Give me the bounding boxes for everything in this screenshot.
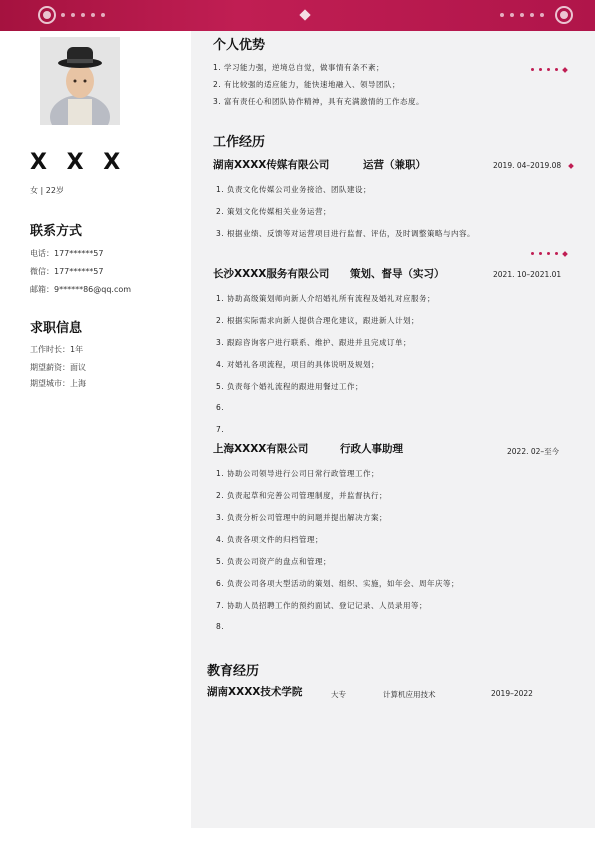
circle-ornament-icon — [555, 6, 573, 24]
edu-degree: 大专 — [331, 690, 346, 699]
dots-ornament-icon — [531, 68, 567, 72]
edu-school: 湖南XXXX技术学院 — [207, 686, 303, 698]
job-duty: 4. 对婚礼各项流程，项目的具体说明及规划； — [216, 360, 380, 369]
job-salary: 期望薪资：面议 — [30, 363, 86, 372]
job-duration: 工作时长：1年 — [30, 345, 84, 354]
job-duty: 1. 协助高级策划师向新人介绍婚礼所有流程及婚礼对应服务； — [216, 294, 436, 303]
job-duty: 1. 协助公司领导进行公司日常行政管理工作； — [216, 469, 380, 478]
job-company: 上海XXXX有限公司 — [213, 443, 309, 455]
education-title: 教育经历 — [207, 664, 260, 679]
job-duty: 5. 负责公司资产的盘点和管理； — [216, 557, 332, 566]
work-title: 工作经历 — [213, 135, 266, 150]
job-date: 2019. 04–2019.08 — [493, 161, 562, 170]
job-date: 2022. 02–至今 — [507, 447, 560, 456]
job-duty: 2. 负责起草和完善公司管理制度，并监督执行； — [216, 491, 388, 500]
person-name: X X X — [30, 150, 127, 175]
job-duty: 6. 负责公司各项大型活动的策划、组织、实施，如年会、周年庆等； — [216, 579, 460, 588]
job-duty: 3. 根据业绩、反馈等对运营项目进行监督、评估，及时调整策略与内容。 — [216, 229, 476, 238]
advantage-item: 1. 学习能力强，逆境总自觉，做事情有条不紊； — [213, 63, 385, 72]
dot-ornament-icon — [569, 164, 573, 168]
contact-title: 联系方式 — [30, 224, 83, 239]
job-duty: 3. 跟踪咨询客户进行联系、维护、跟进并且完成订单； — [216, 338, 412, 347]
job-duty: 2. 策划文化传媒相关业务运营； — [216, 207, 332, 216]
dots-ornament-icon — [500, 13, 544, 17]
avatar — [40, 37, 120, 125]
job-intent-title: 求职信息 — [30, 321, 83, 336]
advantage-item: 2. 有比较强的适应能力，能快速地融入、领导团队； — [213, 80, 401, 89]
contact-phone: 电话：177******57 — [30, 249, 104, 258]
contact-email: 邮箱：9******86@qq.com — [30, 285, 132, 294]
job-duty: 7. — [216, 425, 225, 434]
edu-date: 2019–2022 — [491, 689, 533, 698]
job-duty: 5. 负责每个婚礼流程的跟进用餐过工作； — [216, 382, 364, 391]
job-company: 湖南XXXX传媒有限公司 — [213, 159, 330, 171]
job-duty: 6. — [216, 403, 225, 412]
dots-ornament-icon — [531, 252, 567, 256]
dots-ornament-icon — [61, 13, 105, 17]
edu-major: 计算机应用技术 — [383, 690, 436, 699]
contact-wechat: 微信：177******57 — [30, 267, 104, 276]
advantages-title: 个人优势 — [213, 38, 266, 53]
job-duty: 8. — [216, 622, 225, 631]
right-panel — [191, 31, 595, 828]
job-duty: 3. 负责分析公司管理中的问题并提出解决方案； — [216, 513, 388, 522]
advantage-item: 3. 富有责任心和团队协作精神，具有充满激情的工作态度。 — [213, 97, 425, 106]
job-city: 期望城市：上海 — [30, 379, 86, 388]
diamond-ornament-icon — [299, 9, 310, 20]
header-band — [0, 0, 595, 31]
job-duty: 7. 协助人员招聘工作的预约面试、登记记录、人员录用等； — [216, 601, 428, 610]
job-date: 2021. 10–2021.01 — [493, 270, 562, 279]
job-role: 行政人事助理 — [340, 443, 403, 455]
basic-info: 女 | 22岁 — [30, 186, 64, 195]
job-duty: 2. 根据实际需求向新人提供合理化建议，跟进新人计划； — [216, 316, 420, 325]
job-duty: 4. 负责各项文件的归档管理； — [216, 535, 324, 544]
job-company: 长沙XXXX服务有限公司 — [213, 268, 330, 280]
job-duty: 1. 负责文化传媒公司业务接洽、团队建设； — [216, 185, 372, 194]
circle-ornament-icon — [38, 6, 56, 24]
job-role: 策划、督导（实习） — [350, 268, 445, 280]
job-role: 运营（兼职） — [363, 159, 426, 171]
